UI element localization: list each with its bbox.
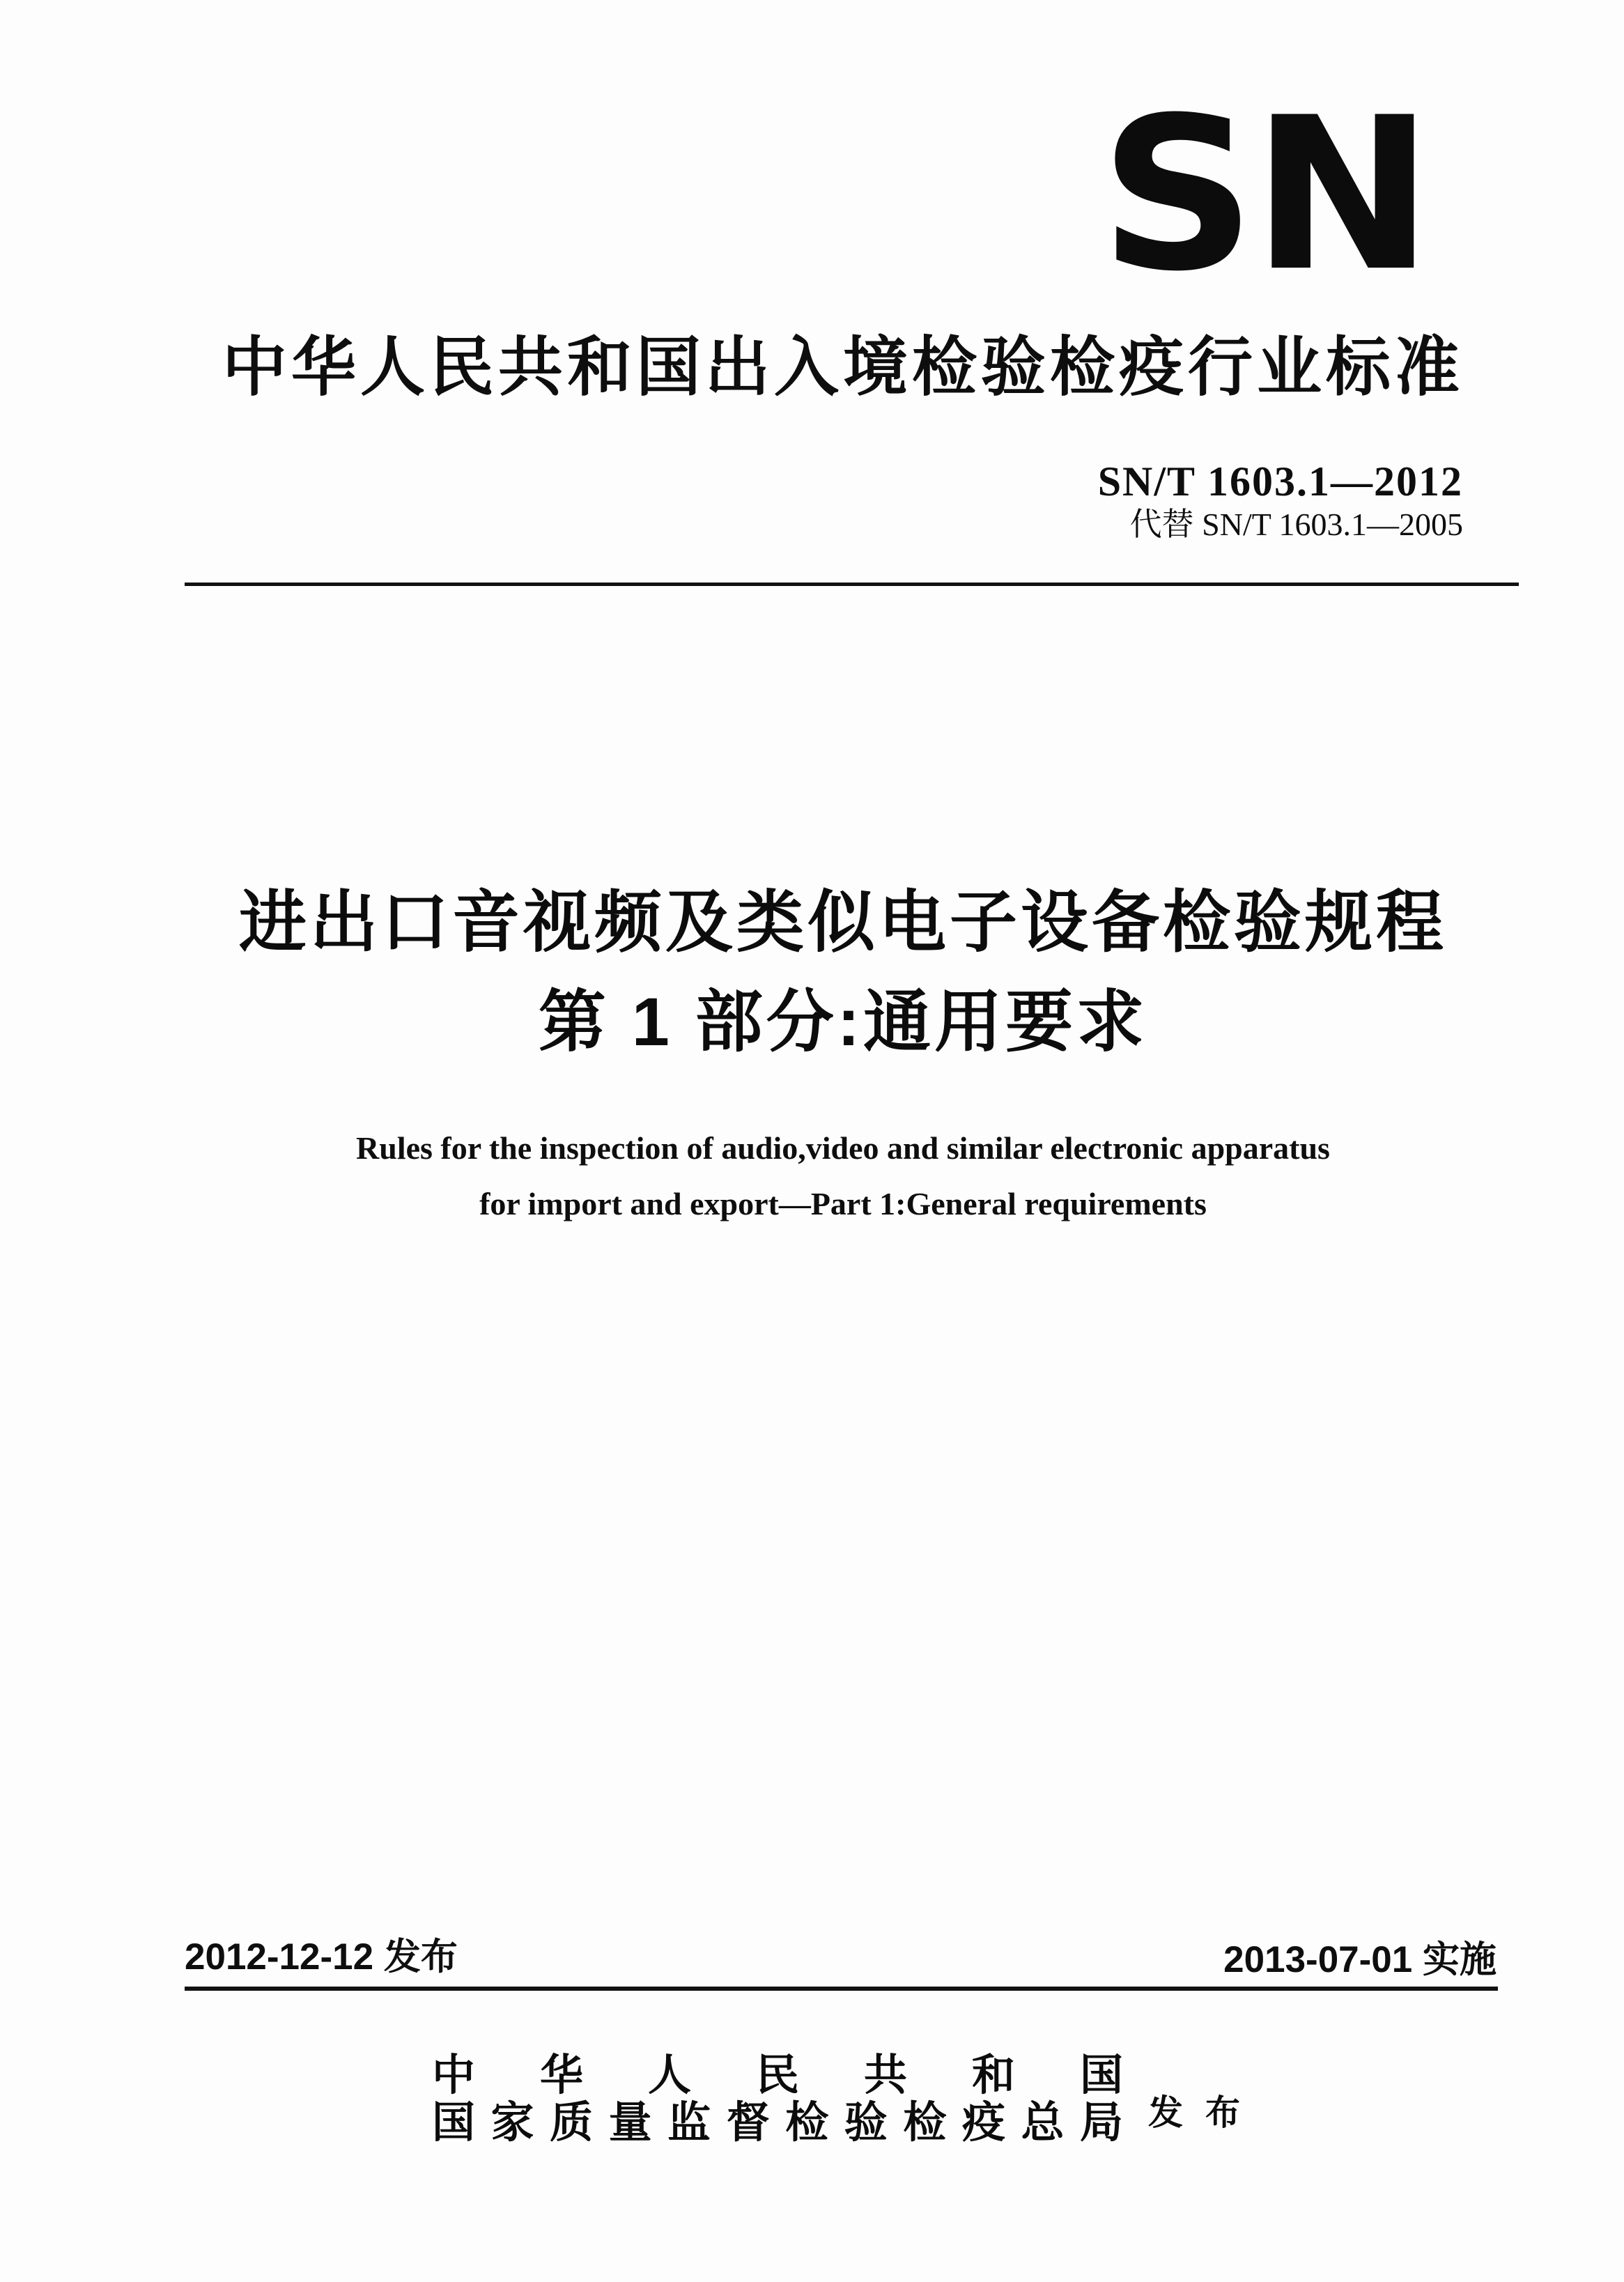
issuing-authority-block [432, 2054, 1123, 2145]
standard-number-block [1098, 458, 1463, 543]
footer-divider-line [185, 1987, 1498, 1991]
replaced-standard-note: 代替 SN/T 1603.1—2005 [1129, 507, 1463, 542]
english-title-line2: for import and export—Part 1:General requirements [479, 1186, 1207, 1222]
chinese-title-block [167, 886, 1519, 1059]
chinese-title-line1: 进出口音视频及类似电子设备检验规程 [239, 884, 1447, 960]
issuing-authority-line2: 国家质量监督检验检疫总局 [432, 2099, 1123, 2147]
standard-number: SN/T 1603.1—2012 [1097, 458, 1463, 504]
sn-logo: SN [1099, 71, 1430, 318]
issuing-authority-line1: 中华人民共和国 [432, 2052, 1123, 2099]
header-divider-line [185, 583, 1519, 586]
standard-type-heading: 中华人民共和国出入境检验检疫行业标准 [222, 331, 1464, 403]
chinese-title-line2: 第 1 部分:通用要求 [538, 983, 1148, 1060]
implementation-date: 2013-07-01 实施 [1223, 1939, 1497, 1980]
english-title-line1: Rules for the inspection of audio,video and similar electronic apparatus [356, 1130, 1330, 1166]
english-title-block [167, 1120, 1519, 1232]
issue-date: 2012-12-12 发布 [185, 1936, 458, 1978]
publish-label: 发布 [1148, 2093, 1262, 2132]
